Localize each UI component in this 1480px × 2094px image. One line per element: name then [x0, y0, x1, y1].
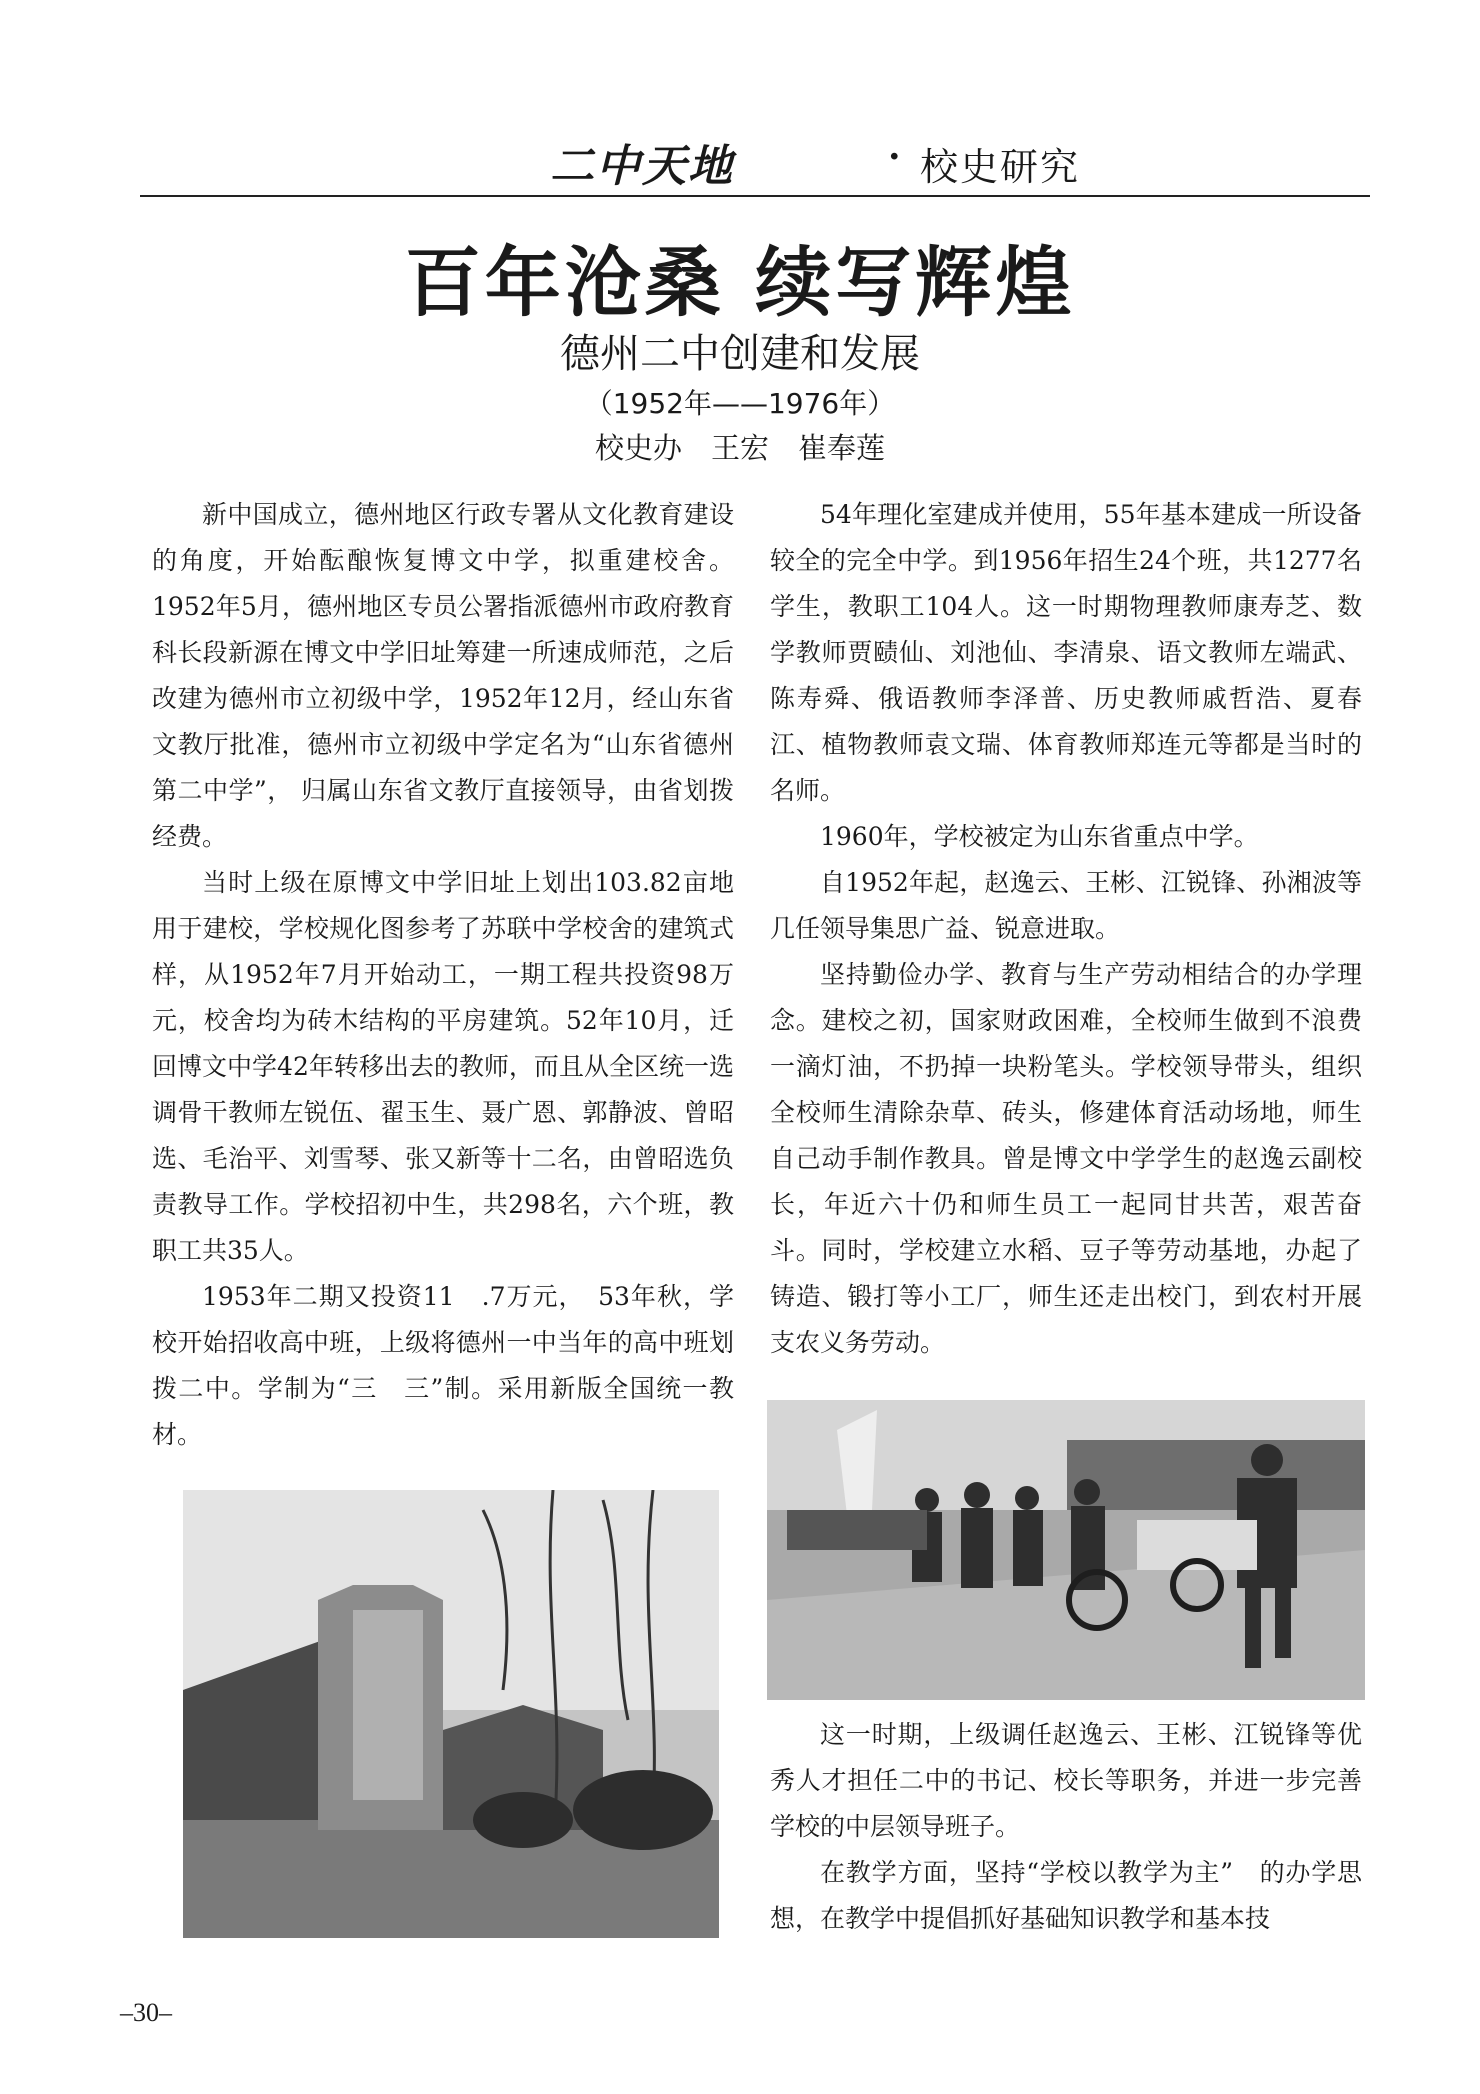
- article-period: （1952年——1976年）: [584, 387, 896, 420]
- paragraph: 这一时期，上级调任赵逸云、王彬、江锐锋等优秀人才担任二中的书记、校长等职务，并进一步完善学校的中层领导班子。: [770, 1720, 1362, 1841]
- section-name: 校史研究: [920, 145, 1081, 189]
- magazine-brand-calligraphy: 二中天地: [550, 141, 734, 192]
- article-subtitle: 德州二中创建和发展: [560, 331, 920, 377]
- paragraph: 当时上级在原博文中学旧址上划出103.82亩地用于建校，学校规化图参考了苏联中学校舍的建筑式样，从1952年7月开始动工，一期工程共投资98万元，校舍均为砖木结构的平房建筑。52年10月，迁回博文中学42年转移出去的教师，而且从全区统一选调骨干教师左锐伍、翟玉生、聂广恩、郭静波、曾昭选、毛治平、刘雪琴、张又新等十二名，由曾昭选负责教导工作。学校招初中生，共298名，六个班，教职工共35人。: [152, 868, 734, 1265]
- article-title: 百年沧桑 续写辉煌: [404, 238, 1076, 327]
- header-divider: [140, 195, 1370, 197]
- page-header: [140, 130, 1370, 196]
- paragraph: 54年理化室建成并使用，55年基本建成一所设备较全的完全中学。到1956年招生24个班，共1277名学生，教职工104人。这一时期物理教师康寿芝、数学教师贾赜仙、刘池仙、李清泉、语文教师左端武、陈寿舜、俄语教师李泽普、历史教师戚哲浩、夏春江、植物教师袁文瑞、体育教师郑连元等都是当时的名师。: [770, 500, 1362, 805]
- photo-school-gate: [183, 1490, 719, 1938]
- paragraph: 在教学方面，坚持“学校以教学为主” 的办学思想，在教学中提倡抓好基础知识教学和基本技: [770, 1858, 1362, 1933]
- paragraph: 1953年二期又投资11 .7万元， 53年秋，学校开始招收高中班，上级将德州一中当年的高中班划拨二中。学制为“三 三”制。采用新版全国统一教材。: [152, 1282, 734, 1449]
- right-column-lower: [770, 1712, 1362, 1942]
- article-authors: 校史办 王宏 崔奉莲: [594, 431, 885, 465]
- photo-labor-procession: [767, 1400, 1365, 1700]
- paragraph: 1960年，学校被定为山东省重点中学。: [820, 822, 1259, 851]
- left-column: [152, 492, 734, 1458]
- header-separator: ·: [888, 136, 901, 178]
- paragraph: 自1952年起，赵逸云、王彬、江锐锋、孙湘波等几任领导集思广益、锐意进取。: [770, 868, 1362, 943]
- paragraph: 新中国成立，德州地区行政专署从文化教育建设的角度，开始酝酿恢复博文中学，拟重建校舍。1952年5月，德州地区专员公署指派德州市政府教育科长段新源在博文中学旧址筹建一所速成师范，之后改建为德州市立初级中学，1952年12月，经山东省文教厅批准，德州市立初级中学定名为“山东省德州第二中学”， 归属山东省文教厅直接领导，由省划拨经费。: [152, 500, 734, 851]
- right-column-upper: [770, 492, 1362, 1366]
- paragraph: 坚持勤俭办学、教育与生产劳动相结合的办学理念。建校之初，国家财政困难，全校师生做到不浪费一滴灯油，不扔掉一块粉笔头。学校领导带头，组织全校师生清除杂草、砖头，修建体育活动场地，师生自己动手制作教具。曾是博文中学学生的赵逸云副校长，年近六十仍和师生员工一起同甘共苦，艰苦奋斗。同时，学校建立水稻、豆子等劳动基地，办起了铸造、锻打等小工厂，师生还走出校门，到农村开展支农义务劳动。: [770, 960, 1362, 1357]
- page-number: –30–: [120, 1998, 172, 2027]
